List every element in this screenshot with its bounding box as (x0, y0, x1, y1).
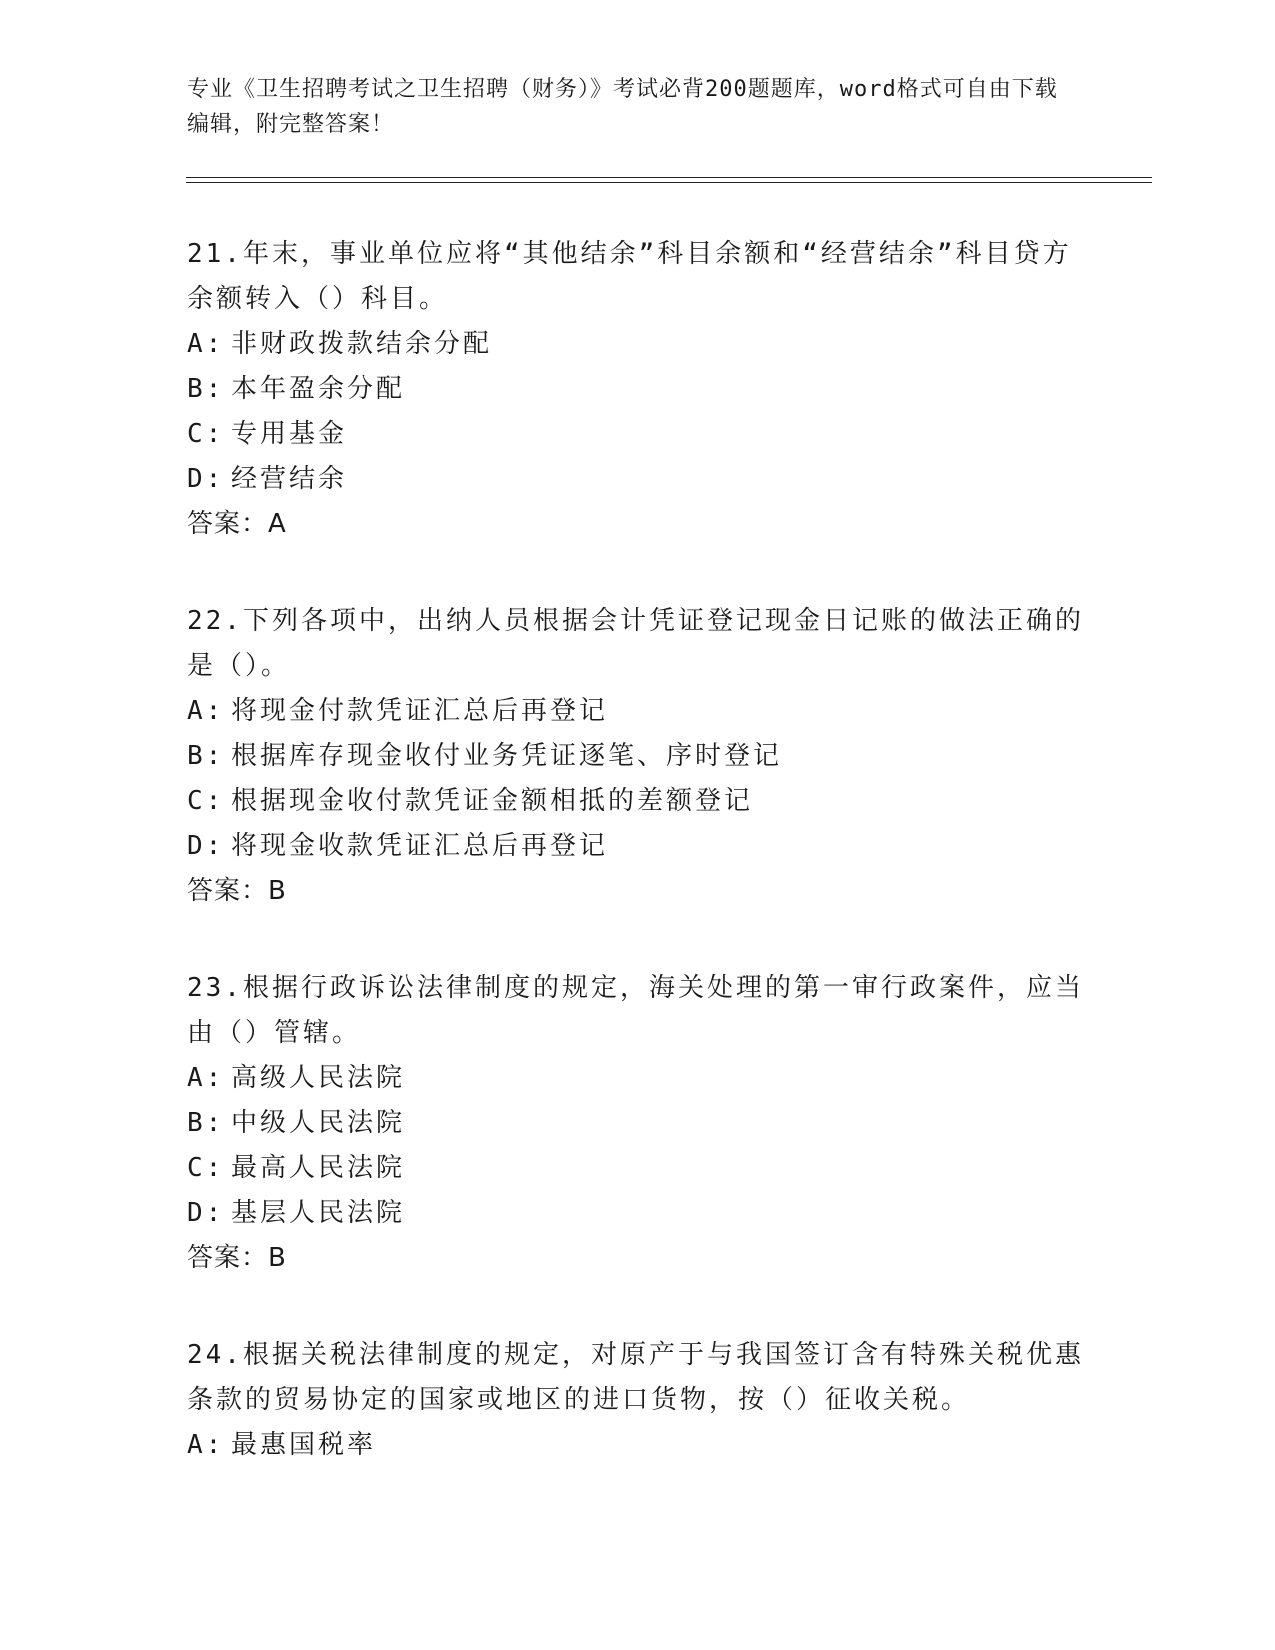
option-text: 高级人民法院 (231, 1063, 406, 1093)
option-b (187, 1101, 1087, 1146)
question-stem: 21.年末，事业单位应将“其他结余”科目余额和“经营结余”科目贷方余额转入（）科目。 (187, 239, 1072, 314)
option-key: D: (187, 831, 225, 861)
option-key: A: (187, 696, 225, 726)
question-list (187, 232, 1087, 1520)
option-b (187, 734, 1087, 779)
question-22 (187, 599, 1087, 914)
option-a (187, 1423, 1087, 1468)
answer-line: 答案：A (187, 509, 287, 539)
option-text: 最高人民法院 (231, 1153, 406, 1183)
question-24 (187, 1333, 1087, 1468)
option-key: A: (187, 329, 225, 359)
answer-line: 答案：B (187, 876, 287, 906)
option-text: 根据库存现金收付业务凭证逐笔、序时登记 (231, 741, 783, 771)
answer-line: 答案：B (187, 1243, 287, 1273)
option-text: 非财政拨款结余分配 (231, 329, 493, 359)
option-key: B: (187, 741, 225, 771)
option-text: 将现金收款凭证汇总后再登记 (231, 831, 609, 861)
option-text: 专用基金 (231, 419, 348, 449)
document-header (187, 72, 1067, 142)
option-d (187, 824, 1087, 869)
question-stem: 23.根据行政诉讼法律制度的规定，海关处理的第一审行政案件，应当由（）管辖。 (187, 973, 1084, 1048)
option-key: D: (187, 1198, 225, 1228)
question-stem: 24.根据关税法律制度的规定，对原产于与我国签订含有特殊关税优惠条款的贸易协定的国家或地区的进口货物，按（）征收关税。 (187, 1340, 1084, 1415)
option-key: A: (187, 1063, 225, 1093)
option-c (187, 779, 1087, 824)
header-divider-bottom (186, 182, 1152, 183)
option-key: C: (187, 786, 225, 816)
question-23 (187, 966, 1087, 1281)
question-stem: 22.下列各项中，出纳人员根据会计凭证登记现金日记账的做法正确的是（）。 (187, 606, 1084, 681)
option-a (187, 689, 1087, 734)
header-text: 专业《卫生招聘考试之卫生招聘（财务）》考试必背200题题库，word格式可自由下载编辑，附完整答案！ (187, 77, 1058, 137)
question-21 (187, 232, 1087, 547)
option-text: 基层人民法院 (231, 1198, 406, 1228)
option-a (187, 1056, 1087, 1101)
option-text: 经营结余 (231, 464, 348, 494)
option-key: C: (187, 1153, 225, 1183)
option-d (187, 1191, 1087, 1236)
option-key: C: (187, 419, 225, 449)
option-d (187, 457, 1087, 502)
option-c (187, 1146, 1087, 1191)
header-divider-top (186, 177, 1152, 178)
option-c (187, 412, 1087, 457)
option-b (187, 367, 1087, 412)
option-text: 最惠国税率 (231, 1430, 377, 1460)
option-a (187, 322, 1087, 367)
option-text: 中级人民法院 (231, 1108, 406, 1138)
option-text: 根据现金收付款凭证金额相抵的差额登记 (231, 786, 754, 816)
option-key: A: (187, 1430, 225, 1460)
option-key: D: (187, 464, 225, 494)
option-key: B: (187, 374, 225, 404)
option-key: B: (187, 1108, 225, 1138)
option-text: 本年盈余分配 (231, 374, 406, 404)
option-text: 将现金付款凭证汇总后再登记 (231, 696, 609, 726)
